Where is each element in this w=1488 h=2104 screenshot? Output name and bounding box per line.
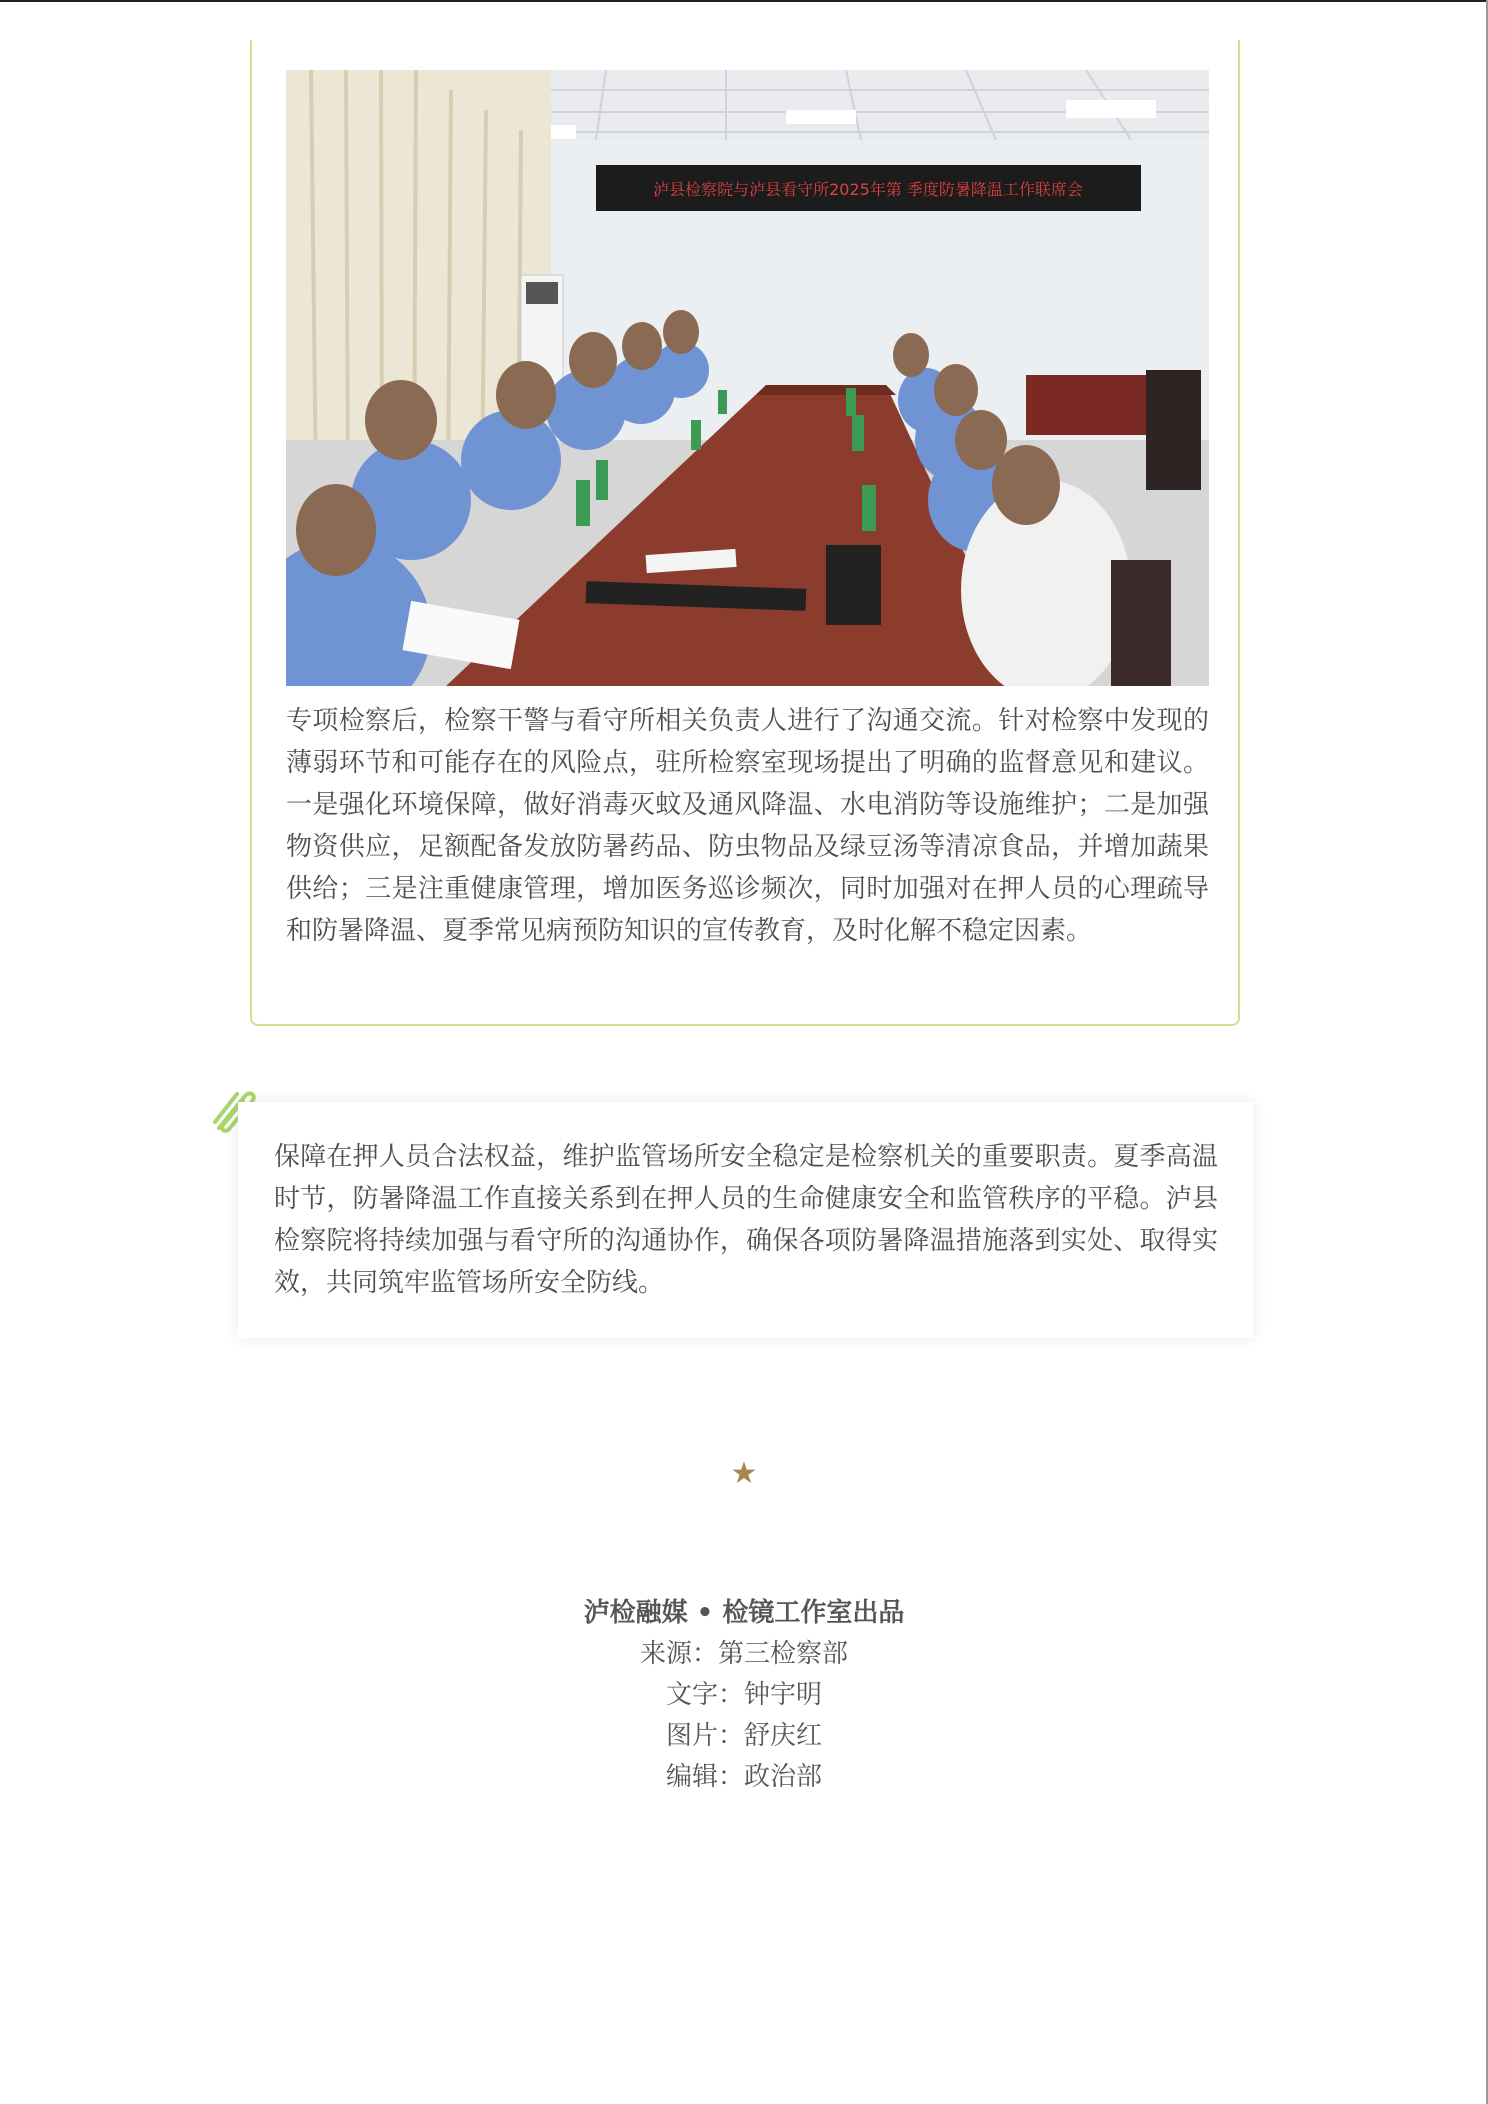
- photo-card: [250, 40, 1240, 1026]
- quote-card: [238, 1102, 1253, 1338]
- photo-author-line: 图片：舒庆红: [665, 1721, 822, 1751]
- credits: [0, 1592, 1488, 1798]
- star-icon: ★: [730, 1456, 758, 1491]
- producer-line: 泸检融媒 • 检镜工作室出品: [583, 1598, 905, 1628]
- banner-text: 泸县检察院与泸县看守所2025年第 季度防暑降温工作联席会: [653, 180, 1083, 199]
- top-border: [0, 0, 1488, 2]
- meeting-photo: [286, 70, 1209, 686]
- photo-caption: 专项检察后，检察干警与看守所相关负责人进行了沟通交流。针对检察中发现的薄弱环节和可能存在的风险点，驻所检察室现场提出了明确的监督意见和建议。一是强化环境保障，做好消毒灭蚊及通风降温、水电消防等设施维护；二是加强物资供应，足额配备发放防暑药品、防虫物品及绿豆汤等清凉食品，并增加蔬果供给；三是注重健康管理，增加医务巡诊频次，同时加强对在押人员的心理疏导和防暑降温、夏季常见病预防知识的宣传教育，及时化解不稳定因素。: [286, 706, 1209, 946]
- editor-line: 编辑：政治部: [665, 1762, 822, 1792]
- meeting-photo-illustration: [286, 70, 1209, 686]
- star-divider: [0, 1456, 1488, 1491]
- source-line: 来源：第三检察部: [639, 1639, 848, 1669]
- quote-text: 保障在押人员合法权益，维护监管场所安全稳定是检察机关的重要职责。夏季高温时节，防暑降温工作直接关系到在押人员的生命健康安全和监管秩序的平稳。泸县检察院将持续加强与看守所的沟通协作，确保各项防暑降温措施落到实处、取得实效，共同筑牢监管场所安全防线。: [274, 1142, 1218, 1298]
- text-author-line: 文字：钟宇明: [665, 1680, 822, 1710]
